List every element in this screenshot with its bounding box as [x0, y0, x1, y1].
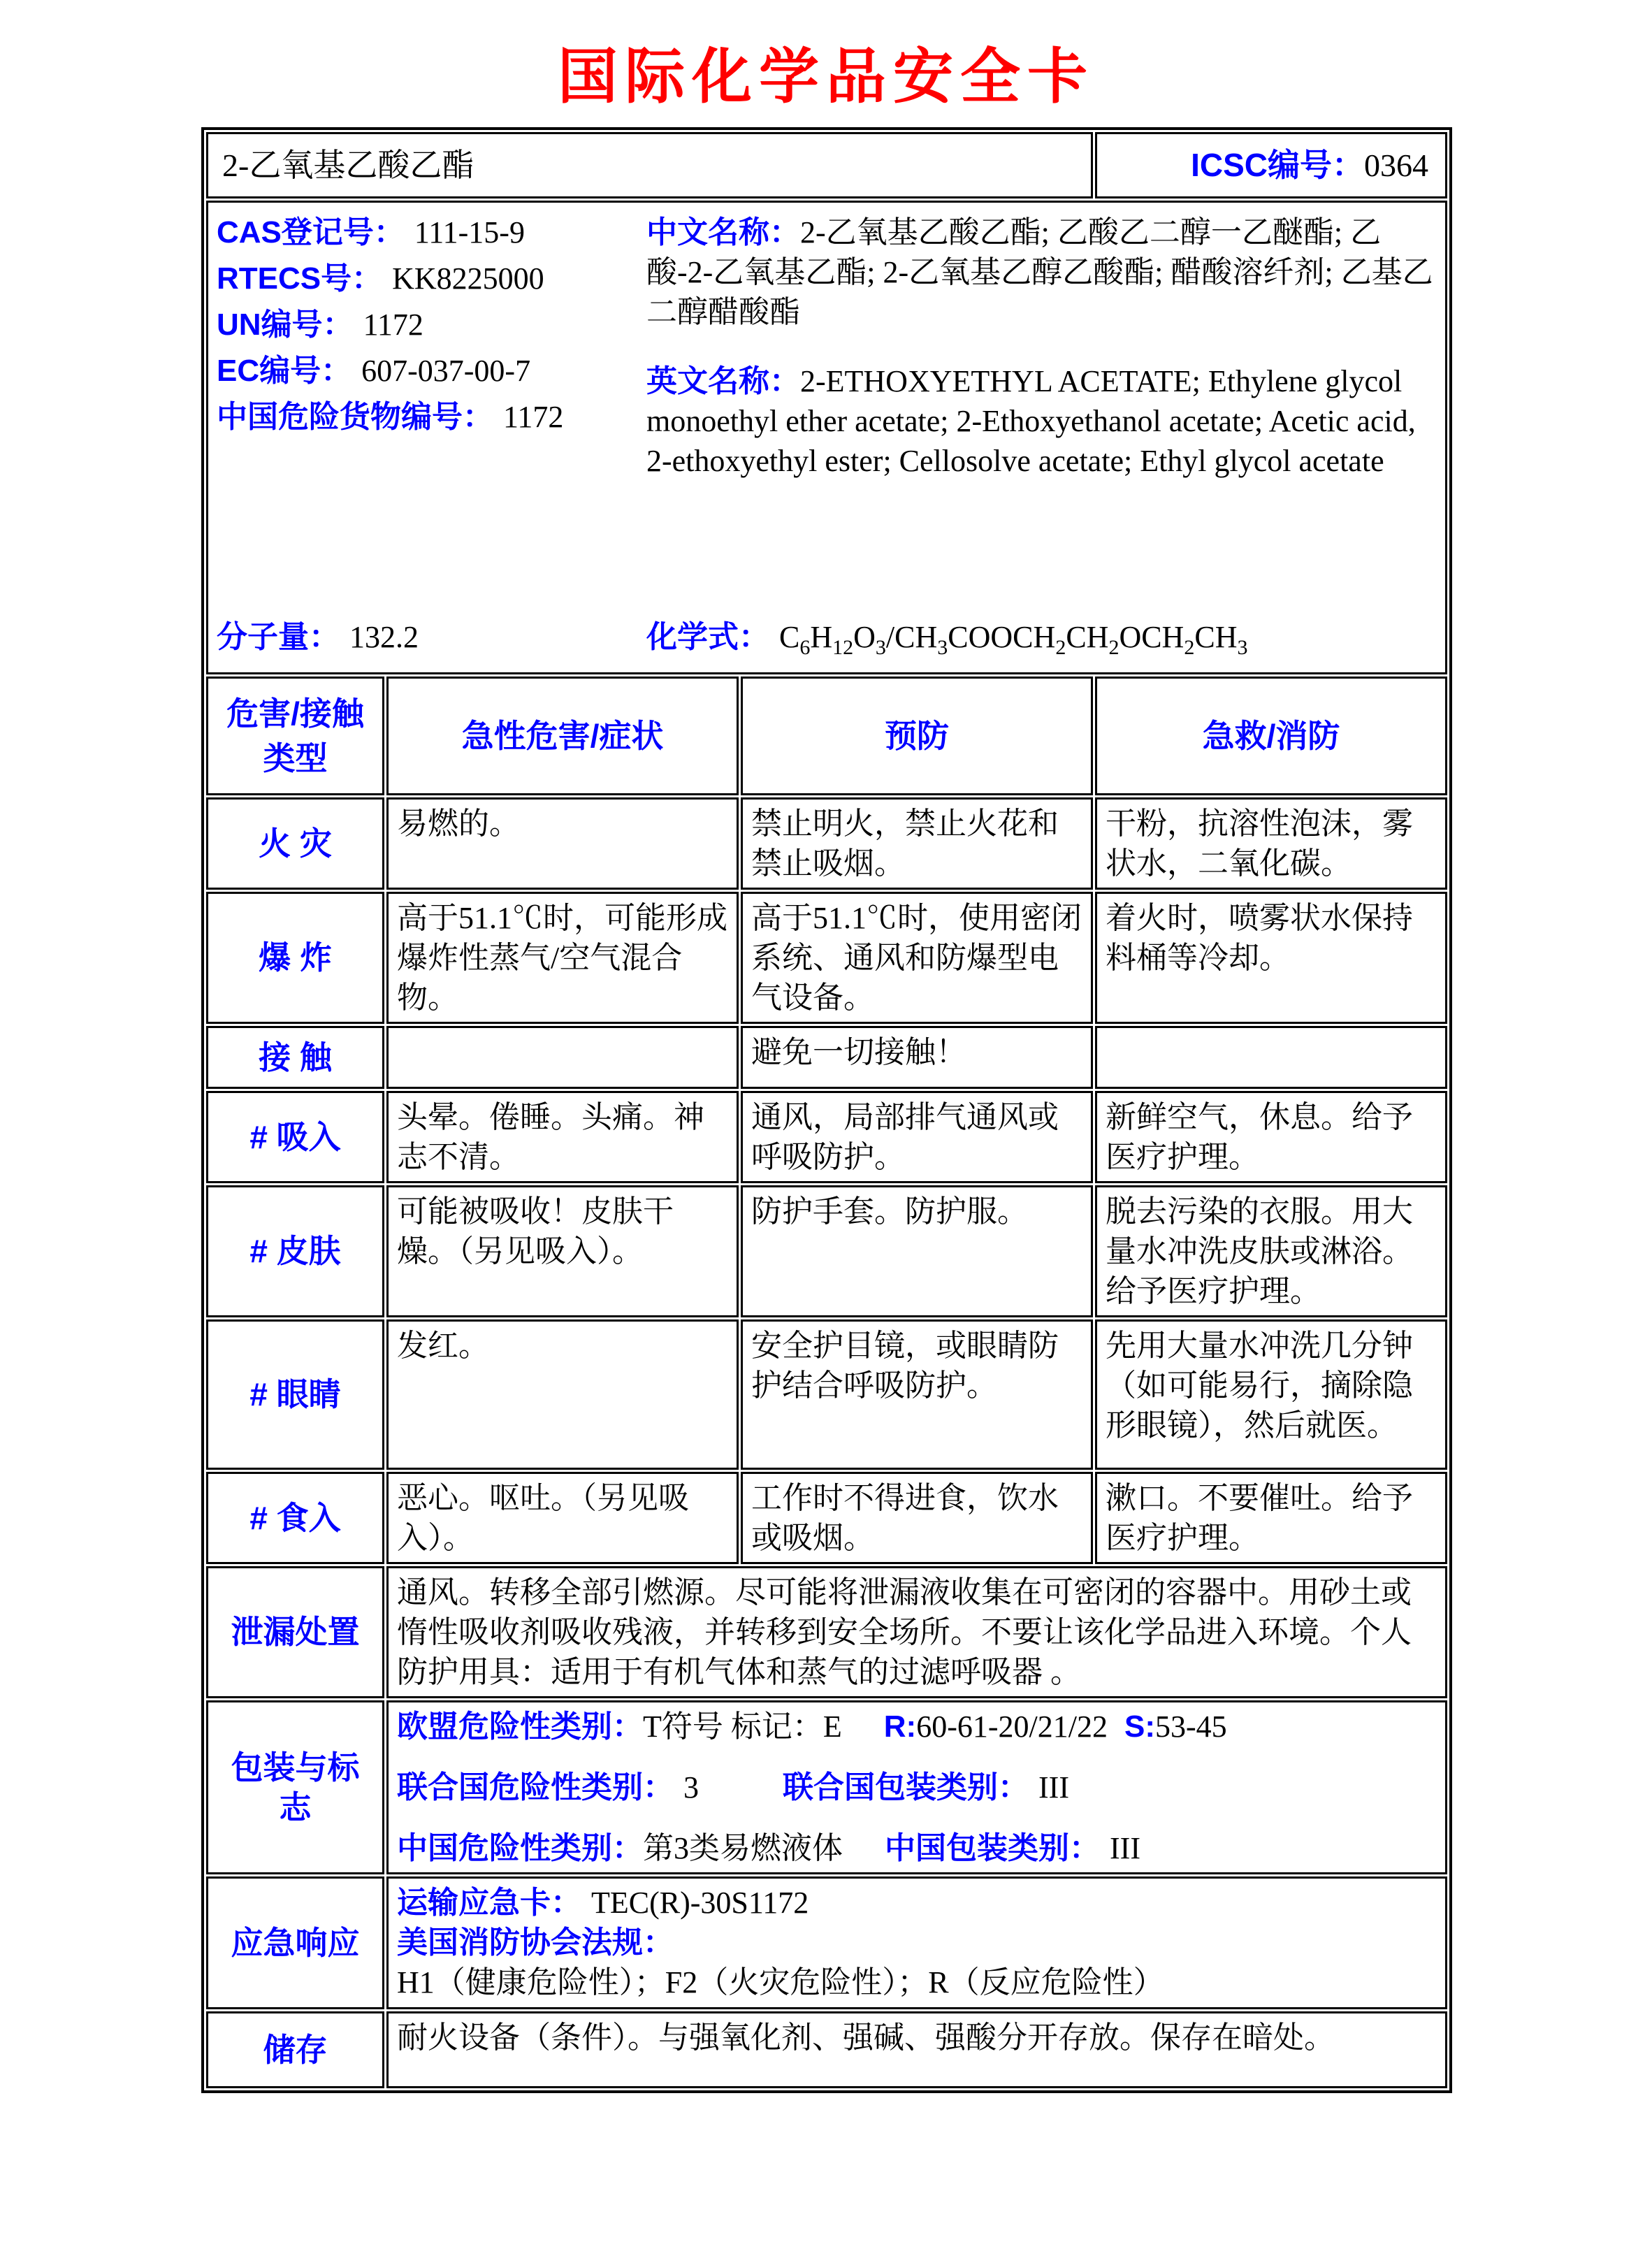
icsc-number-cell [1095, 132, 1447, 198]
fire-prevention: 禁止明火，禁止火花和禁止吸烟。 [741, 797, 1093, 890]
row-label-packaging: 包装与标志 [206, 1700, 384, 1874]
exposure-response [1095, 1026, 1447, 1089]
inhalation-hazard: 头晕。倦睡。头痛。神志不清。 [386, 1091, 739, 1183]
header-prevention: 预防 [741, 677, 1093, 795]
identity-section-row [206, 201, 1447, 674]
exposure-hazard [386, 1026, 739, 1089]
header-acute-hazard: 急性危害/症状 [386, 677, 739, 795]
chemical-names [646, 207, 1437, 481]
row-label-spill: 泄漏处置 [206, 1566, 384, 1698]
explosion-hazard: 高于51.1℃时，可能形成爆炸性蒸气/空气混合物。 [386, 892, 739, 1024]
skin-prevention: 防护手套。防护服。 [741, 1185, 1093, 1317]
ingestion-response: 漱口。不要催吐。给予医疗护理。 [1095, 1472, 1447, 1564]
exposure-prevention: 避免一切接触！ [741, 1026, 1093, 1089]
spill-text: 通风。转移全部引燃源。尽可能将泄漏液收集在可密闭的容器中。用砂土或惰性吸收剂吸收残液，并转移到安全场所。不要让该化学品进入环境。个人防护用具：适用于有机气体和蒸气的过滤呼吸器 。 [386, 1566, 1447, 1698]
chemical-formula: 化学式： $C_6H_{12}O_3/CH_3COOCH_2CH_2OCH_2CH_3$ [646, 620, 1248, 659]
hazard-row-exposure [206, 1026, 1447, 1089]
row-label-explosion: 爆 炸 [206, 892, 384, 1024]
fire-response: 干粉，抗溶性泡沫，雾状水，二氧化碳。 [1095, 797, 1447, 890]
row-label-eyes: # 眼睛 [206, 1319, 384, 1470]
row-label-emergency: 应急响应 [206, 1876, 384, 2009]
inhalation-response: 新鲜空气，休息。给予医疗护理。 [1095, 1091, 1447, 1183]
chemical-name: 2-乙氧基乙酸乙酯 [206, 132, 1093, 198]
storage-text: 耐火设备（条件）。与强氧化剂、强碱、强酸分开存放。保存在暗处。 [386, 2011, 1447, 2088]
row-label-exposure: 接 触 [206, 1026, 384, 1089]
hazard-row-skin [206, 1185, 1447, 1317]
hazard-row-inhalation [206, 1091, 1447, 1183]
explosion-prevention: 高于51.1℃时，使用密闭系统、通风和防爆型电气设备。 [741, 892, 1093, 1024]
eyes-response: 先用大量水冲洗几分钟（如可能易行，摘除隐形眼镜），然后就医。 [1095, 1319, 1447, 1470]
ec-number-line: EC编号： 607-037-00-7 [217, 354, 531, 388]
row-label-skin: # 皮肤 [206, 1185, 384, 1317]
english-names: 英文名称：2-ETHOXYETHYL ACETATE; Ethylene glycol monoethyl ether acetate; 2-Ethoxyethanol acetate; Acetic acid, 2-ethoxyethyl ester; Cellosolve acetate; Ethyl glycol acetate [646, 364, 1416, 478]
eyes-prevention: 安全护目镜，或眼睛防护结合呼吸防护。 [741, 1319, 1093, 1470]
icsc-card-table [201, 127, 1452, 2093]
emergency-content [386, 1876, 1447, 2009]
hazard-row-fire [206, 797, 1447, 890]
row-label-storage: 储存 [206, 2011, 384, 2088]
chinese-names: 中文名称：2-乙氧基乙酸乙酯; 乙酸乙二醇一乙醚酯; 乙酸-2-乙氧基乙酯; 2-乙氧基乙醇乙酸酯; 醋酸溶纤剂; 乙基乙二醇醋酸酯 [646, 215, 1433, 329]
un-number-line: UN编号： 1172 [217, 308, 423, 342]
hazard-table-header-row [206, 677, 1447, 795]
row-label-ingestion: # 食入 [206, 1472, 384, 1564]
icsc-number-label: ICSC编号： [1191, 147, 1364, 183]
ingestion-prevention: 工作时不得进食，饮水或吸烟。 [741, 1472, 1093, 1564]
eyes-hazard: 发红。 [386, 1319, 739, 1470]
spill-row [206, 1566, 1447, 1698]
row-label-fire: 火 灾 [206, 797, 384, 890]
header-first-aid: 急救/消防 [1095, 677, 1447, 795]
identity-section [206, 201, 1447, 674]
hazard-row-explosion [206, 892, 1447, 1024]
registry-numbers [217, 207, 646, 481]
storage-row [206, 2011, 1447, 2088]
explosion-response: 着火时，喷雾状水保持料桶等冷却。 [1095, 892, 1447, 1024]
cn-classification-line: 中国危险性类别：第3类易燃液体 中国包装类别： III [397, 1831, 1140, 1865]
packaging-content [386, 1700, 1447, 1874]
fire-hazard: 易燃的。 [386, 797, 739, 890]
card-header-row [206, 132, 1447, 198]
eu-classification-line: 欧盟危险性类别：T符号 标记：E R:60-61-20/21/22 S:53-45 [397, 1709, 1227, 1744]
row-label-inhalation: # 吸入 [206, 1091, 384, 1183]
cas-number-line: CAS登记号： 111-15-9 [217, 215, 525, 249]
hazard-row-eyes [206, 1319, 1447, 1470]
skin-response: 脱去污染的衣服。用大量水冲洗皮肤或淋浴。给予医疗护理。 [1095, 1185, 1447, 1317]
rtecs-number-line: RTECS号： KK8225000 [217, 261, 544, 296]
packaging-row [206, 1700, 1447, 1874]
skin-hazard: 可能被吸收！皮肤干燥。（另见吸入）。 [386, 1185, 739, 1317]
molecular-weight: 分子量： 132.2 [217, 620, 419, 654]
emergency-row [206, 1876, 1447, 2009]
nfpa-line: 美国消防协会法规：H1（健康危险性）；F2（火灾危险性）；R（反应危险性） [397, 1925, 1164, 1999]
un-classification-line: 联合国危险性类别： 3 联合国包装类别： III [397, 1770, 1069, 1805]
inhalation-prevention: 通风，局部排气通风或呼吸防护。 [741, 1091, 1093, 1183]
icsc-number-value: 0364 [1364, 147, 1428, 183]
ingestion-hazard: 恶心。呕吐。（另见吸入）。 [386, 1472, 739, 1564]
hazard-row-ingestion [206, 1472, 1447, 1564]
page-title: 国际化学品安全卡 [558, 43, 1094, 110]
header-hazard-type: 危害/接触类型 [206, 677, 384, 795]
china-dg-number-line: 中国危险货物编号： 1172 [217, 400, 564, 434]
molecular-info [217, 617, 1437, 660]
tec-line: 运输应急卡： TEC(R)-30S1172 [397, 1886, 809, 1920]
